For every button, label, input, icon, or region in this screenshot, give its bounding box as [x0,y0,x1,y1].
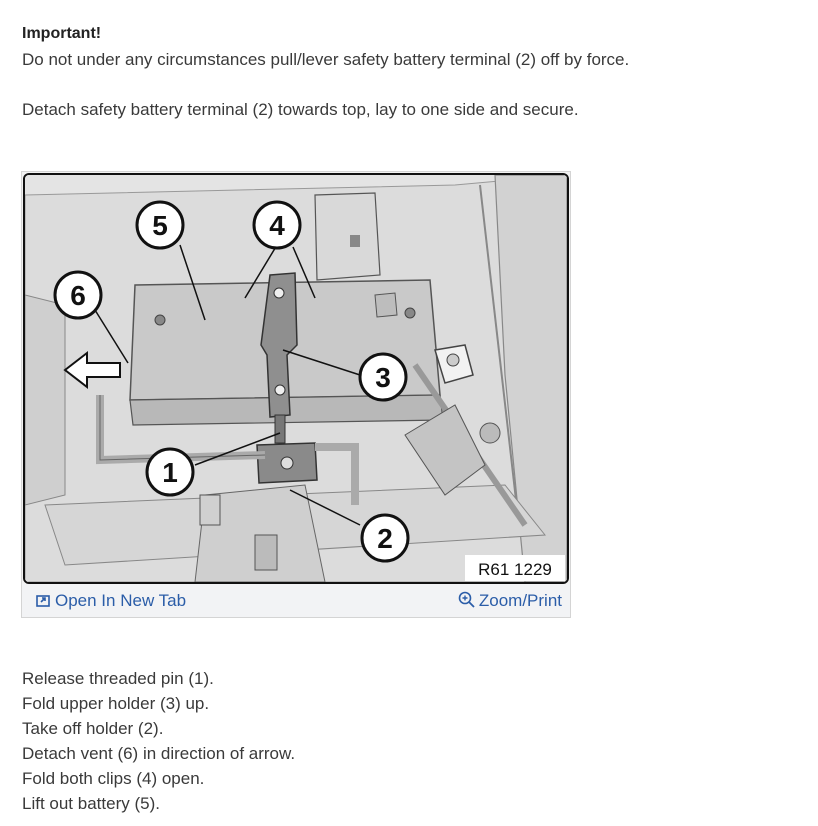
svg-text:1: 1 [162,457,178,488]
step-4-text: Detach vent (6) in direction of arrow. [22,744,296,763]
callout-5 [137,202,183,248]
open-new-tab-icon [36,594,51,608]
step-3-text: Take off holder (2). [22,719,164,738]
warning-text: Do not under any circumstances pull/lever safety battery terminal (2) off by force. [22,50,630,69]
callout-1 [147,449,193,495]
step-6-text: Lift out battery (5). [22,794,160,813]
svg-text:6: 6 [70,280,86,311]
battery-diagram[interactable] [23,173,569,584]
step-5-text: Fold both clips (4) open. [22,769,205,788]
figure-reference: R61 1229 [478,560,552,579]
step-2-text: Fold upper holder (3) up. [22,694,210,713]
callout-2 [362,515,408,561]
intro-step-text: Detach safety battery terminal (2) towards top, lay to one side and secure. [22,100,579,119]
zoom-icon [458,591,475,608]
callout-6 [55,272,101,318]
svg-text:4: 4 [269,210,285,241]
important-heading: Important! [22,25,102,42]
open-in-new-tab-label: Open In New Tab [55,591,187,610]
svg-text:3: 3 [375,362,391,393]
figure-container [21,171,571,618]
open-in-new-tab-link[interactable] [36,591,186,611]
svg-text:2: 2 [377,523,393,554]
callout-3 [360,354,406,400]
figure-caption-bar [22,584,570,617]
step-1-text: Release threaded pin (1). [22,669,214,688]
zoom-print-link[interactable] [458,591,562,611]
svg-text:5: 5 [152,210,168,241]
callout-4 [254,202,300,248]
zoom-print-label: Zoom/Print [478,591,562,610]
diagram-drawing [25,175,567,582]
